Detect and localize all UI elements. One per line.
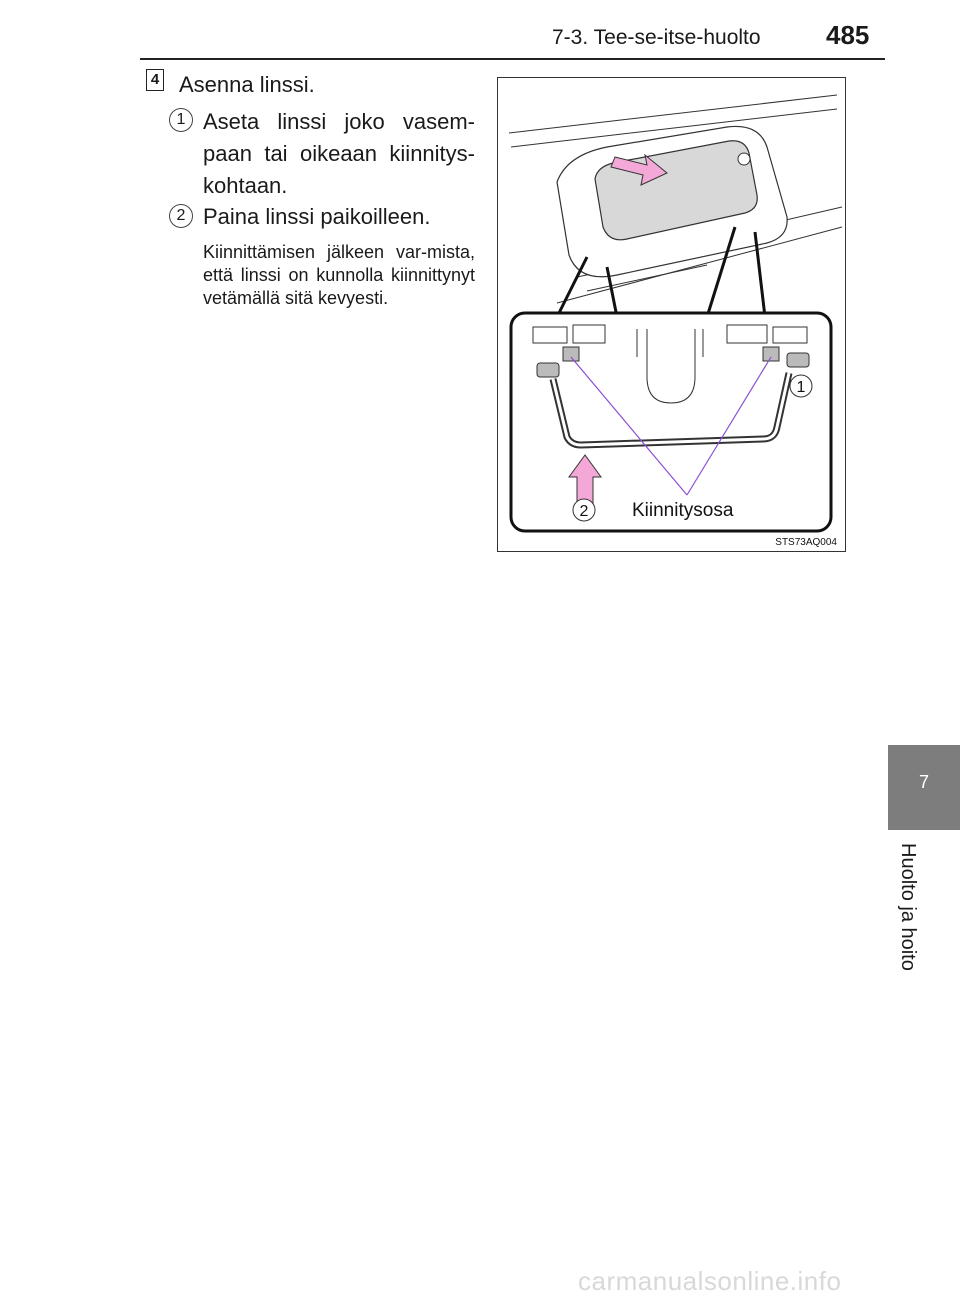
figure-code: STS73AQ004 [775,537,837,548]
section-title: 7-3. Tee-se-itse-huolto [552,26,761,49]
figure-label-kiinnitysosa: Kiinnitysosa [632,500,734,521]
substep-2-text: Paina linssi paikoilleen. [203,204,431,229]
note-text: Kiinnittämisen jälkeen var-mista, että linssi on kunnolla kiinnittynyt vetämällä sitä kevyesti. [203,242,475,308]
page-header [0,0,960,60]
figure-callout-1: 1 [796,379,806,396]
chapter-number: 7 [918,772,929,792]
chapter-title: Huolto ja hoito [897,843,919,971]
step-number-badge: 4 [146,69,164,91]
watermark: carmanualsonline.info [578,1266,842,1296]
page-number: 485 [826,20,870,50]
header-rule [140,58,885,60]
substep-1-text: Aseta linssi joko vasem-paan tai oikeaan kiinnitys-kohtaan. [203,109,475,198]
substep-1-badge: 1 [169,108,193,132]
chapter-side-tab [888,745,960,830]
lens-installation-figure [497,77,846,552]
substep-2-badge: 2 [169,204,193,228]
step-title: Asenna linssi. [179,72,315,97]
figure-callout-2: 2 [579,503,589,520]
